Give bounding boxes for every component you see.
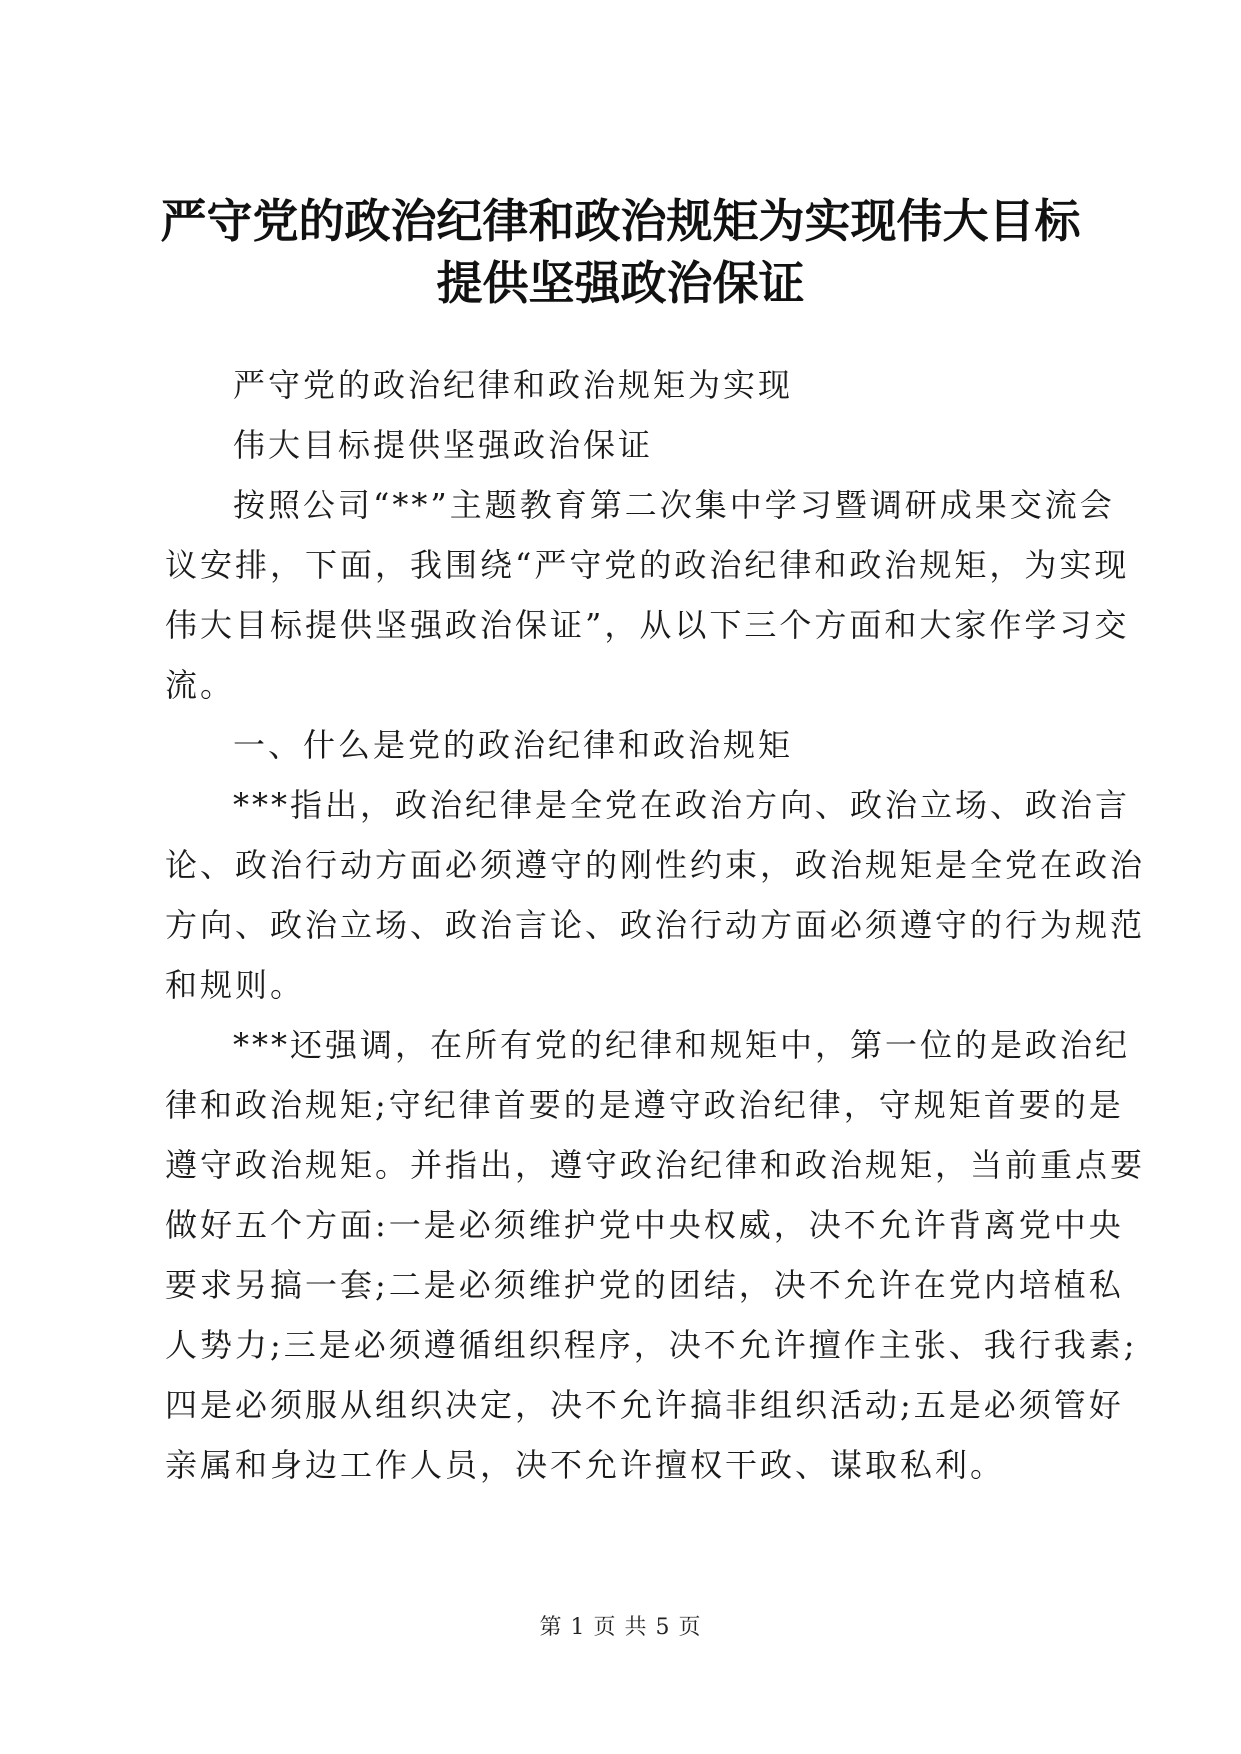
body-paragraph-definition	[165, 775, 1146, 1015]
subtitle-line-2	[165, 415, 1080, 475]
paragraph-line: 要求另搞一套;二是必须维护党的团结，决不允许在党内培植私	[165, 1266, 1124, 1304]
paragraph-line: 做好五个方面:一是必须维护党中央权威，决不允许背离党中央	[165, 1206, 1124, 1244]
paragraph-line: 伟大目标提供坚强政治保证”，从以下三个方面和大家作学习交	[165, 606, 1130, 644]
paragraph-line: ***还强调，在所有党的纪律和规矩中，第一位的是政治纪	[233, 1026, 1131, 1064]
document-body	[165, 355, 1146, 1495]
paragraph-line: 人势力;三是必须遵循组织程序，决不允许擅作主张、我行我素;	[165, 1326, 1138, 1364]
paragraph-line: 伟大目标提供坚强政治保证	[233, 426, 654, 464]
paragraph-line: 律和政治规矩;守纪律首要的是遵守政治纪律，守规矩首要的是	[165, 1086, 1124, 1124]
body-paragraph-five-aspects	[165, 1015, 1146, 1495]
paragraph-line: 和规则。	[165, 966, 306, 1004]
title-line-2: 提供坚强政治保证	[436, 256, 805, 310]
document-title	[150, 190, 1091, 314]
subtitle-line-1	[165, 355, 1080, 415]
title-line-1: 严守党的政治纪律和政治规矩为实现伟大目标	[160, 194, 1081, 248]
paragraph-line: 流。	[165, 666, 236, 704]
paragraph-line: 严守党的政治纪律和政治规矩为实现	[233, 366, 794, 404]
section-heading-1	[165, 715, 1080, 775]
paragraph-line: 论、政治行动方面必须遵守的刚性约束，政治规矩是全党在政治	[165, 846, 1146, 884]
paragraph-line: 四是必须服从组织决定，决不允许搞非组织活动;五是必须管好	[165, 1386, 1124, 1424]
paragraph-line: 议安排，下面，我围绕“严守党的政治纪律和政治规矩，为实现	[165, 546, 1130, 584]
paragraph-line: 按照公司“**”主题教育第二次集中学习暨调研成果交流会	[233, 486, 1115, 524]
paragraph-line: ***指出，政治纪律是全党在政治方向、政治立场、政治言	[233, 786, 1131, 824]
paragraph-line: 亲属和身边工作人员，决不允许擅权干政、谋取私利。	[165, 1446, 1006, 1484]
page-indicator: 第 1 页 共 5 页	[539, 1615, 702, 1640]
paragraph-line: 方向、政治立场、政治言论、政治行动方面必须遵守的行为规范	[165, 906, 1146, 944]
intro-paragraph	[165, 475, 1130, 715]
page-footer	[0, 1610, 1241, 1641]
paragraph-line: 遵守政治规矩。并指出，遵守政治纪律和政治规矩，当前重点要	[165, 1146, 1146, 1184]
paragraph-line: 一、什么是党的政治纪律和政治规矩	[233, 726, 794, 764]
